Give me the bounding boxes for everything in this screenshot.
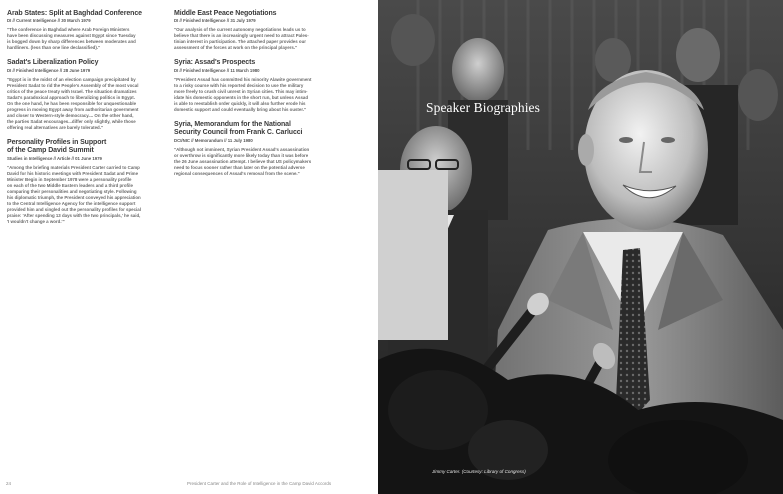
- left-page: [0, 0, 378, 494]
- entry-excerpt: "Egypt is in the midst of an election campaign precipitated by President Sadat to rid the People's Assembly of the most vocal critics of the peace treaty with Israel. The situation dramatizes Sadat's paradoxical approach to liberalizing politics in Egypt. On the one hand, he has been responsible for unquestionable progress in moving Egypt away from authoritarian government and closer to Western-style democracy.... On the other hand, the parties Sadat encourages...differ only slightly, while those offering real alternatives are barely tolerated.": [7, 76, 139, 130]
- document-entry: [7, 58, 187, 130]
- document-entry: [7, 138, 187, 225]
- entry-excerpt: "Our analysis of the current autonomy negotiations leads us to believe that there is an increasingly urgent need to attract Pales- tinian interest in participation. The attached paper provides our assessment of the forces at work on the principal players.": [174, 27, 309, 51]
- press-photo-illustration: [378, 0, 783, 494]
- photo-page: [378, 0, 783, 494]
- entry-title: Middle East Peace Negotiations: [174, 8, 277, 17]
- left-column: [7, 9, 187, 232]
- entry-excerpt: "Among the briefing materials President Carter carried to Camp David for his historic meetings with President Sadat and Prime Minister Begin in September 1978 were a personality profile on each of the two Middle Eastern leaders and a third profile comparing their personalities and negotiating style. Following his diplomatic triumph, the President conveyed his appreciation to the Central Intelligence Agency for the intelligence support provided him and singled out the personality profiles for special praise: 'After spending 13 days with the two principals,' he said, 'I wouldn't change a word.'": [7, 164, 141, 224]
- entry-title: Personality Profiles in Support of the Camp David Summit: [7, 136, 107, 155]
- document-entry: [174, 58, 366, 112]
- entry-meta: DI // Finished Intelligence // 31 July 1979: [174, 18, 256, 24]
- entry-meta: DI // Current Intelligence // 30 March 1979: [7, 18, 91, 24]
- document-entry: [7, 9, 187, 51]
- entry-meta: DCI/NIC // Memorandum // 11 July 1980: [174, 137, 253, 143]
- entry-excerpt: "President Assad has committed his minority Alawite government to a risky course with his reported decision to use the military more freely to crush civil unrest in Syrian cities. This may intim- idate his domestic opponents in the short run, but unless Assad is able to reestablish order quickly, it will also further erode his domestic support and could eventually bring about his ouster.": [174, 76, 312, 112]
- entry-title: Syria, Memorandum for the National Security Council from Frank C. Carlucci: [174, 118, 303, 137]
- document-entry: [174, 120, 366, 177]
- entry-meta: Studies in Intelligence // Article // 01 June 1979: [7, 155, 102, 161]
- entry-excerpt: "Although not imminent, Syrian President Assad's assassination or overthrow is significantly more likely today than it was before the 26 June assassination attempt. I believe that US policymakers need to focus sooner rather than later on the potential adverse regional consequences of Assad's removal from the scene.": [174, 146, 312, 176]
- photo-caption: Jimmy Carter. (Courtesy: Library of Congress): [432, 469, 526, 474]
- entry-meta: DI // Finished Intelligence // 11 March 1980: [174, 67, 260, 73]
- entry-meta: DI // Finished Intelligence // 28 June 1979: [7, 67, 91, 73]
- section-title: Speaker Biographies: [426, 100, 540, 115]
- entry-title: Syria: Assad's Prospects: [174, 57, 256, 67]
- entry-title: Arab States: Split at Baghdad Conference: [7, 8, 142, 17]
- page-number: 24: [6, 481, 12, 486]
- entry-excerpt: "The conference in Baghdad where Arab Foreign Ministers have been discussing measures against Egypt since Tuesday is bogged down by sharp differences between moderates and hardliners. (less than one line declassified).": [7, 27, 136, 51]
- entry-title: Sadat's Liberalization Policy: [7, 57, 99, 67]
- right-column: [174, 9, 366, 184]
- document-entry: [174, 9, 366, 51]
- running-footer: President Carter and the Role of Intelligence in the Camp David Accords: [187, 481, 332, 486]
